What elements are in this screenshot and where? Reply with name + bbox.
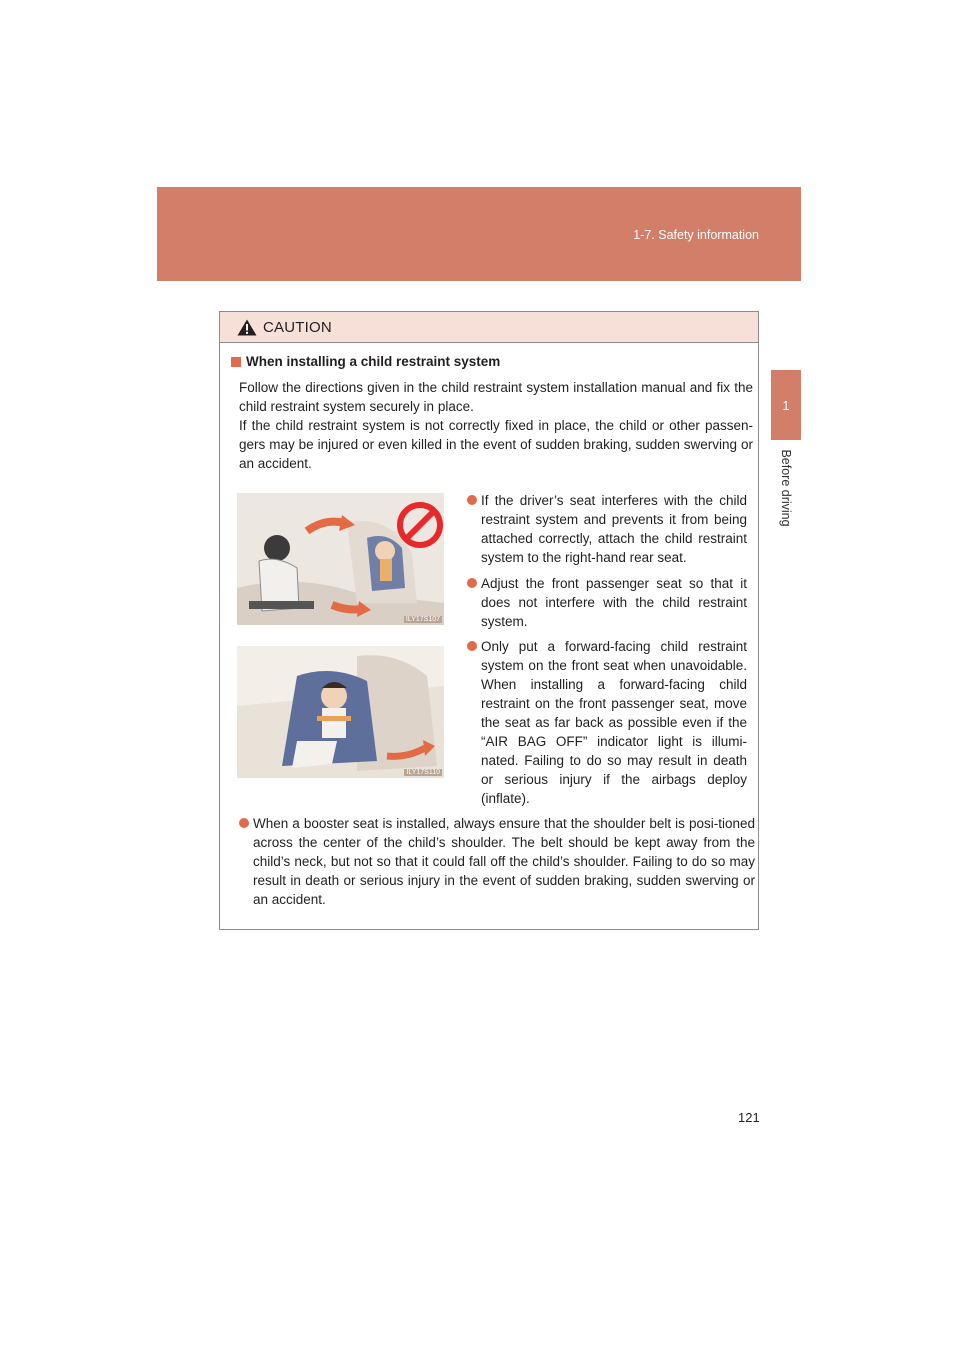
chapter-tab	[771, 370, 801, 440]
bullet-item: When a booster seat is installed, always ensure that the shoulder belt is posi-tioned across the center of the child’s shoulder. The belt should be kept away from the child’s neck, but not so that it could fall off the child’s shoulder. Failing to do so may result in death or serious injury in the event of sudden braking, sudden swerving or an accident.	[239, 814, 755, 909]
bullet-item: Adjust the front passenger seat so that it does not interfere with the child restraint system.	[467, 574, 747, 631]
page-number: 121	[738, 1110, 760, 1125]
caution-title: CAUTION	[263, 319, 332, 336]
figure-code: ILY17S107	[405, 616, 440, 623]
square-bullet-icon	[231, 357, 241, 367]
header-band	[157, 187, 801, 281]
chapter-label	[771, 448, 801, 528]
bullet-item: Only put a forward-facing child restraint system on the front seat when unavoidable. When installing a forward-facing child restraint on the front passenger seat, move the seat as far back as possible even if the “AIR BAG OFF” indicator light is illumi-nated. Failing to do so may result in death or serious injury if the airbags deploy (inflate).	[467, 637, 747, 808]
section-title: 1-7. Safety information	[633, 228, 759, 242]
bullet-dot-icon	[467, 495, 477, 505]
bullet-item: If the driver’s seat interferes with the child restraint system and prevents it from being attached correctly, attach the child restraint system to the right-hand rear seat.	[467, 491, 747, 567]
driver-seat-illustration	[237, 493, 444, 625]
warning-icon	[237, 319, 257, 336]
caution-header	[220, 312, 758, 343]
subheading-text: When installing a child restraint system	[246, 354, 501, 369]
warning-paragraph: If the child restraint system is not correctly fixed in place, the child or other passen-gers may be injured or even killed in the event of sudden braking, sudden swerving or an accident.	[239, 418, 753, 471]
instruction-paragraph: Follow the directions given in the child restraint system installation manual and fix the child restraint system securely in place.	[239, 380, 753, 414]
bullet-dot-icon	[467, 641, 477, 651]
chapter-label-text: Before driving	[779, 449, 793, 527]
chapter-number: 1	[782, 398, 790, 413]
forward-facing-seat-illustration	[237, 646, 444, 778]
subheading	[231, 354, 500, 369]
figure-code: ILY17S110	[406, 769, 440, 776]
caution-box	[219, 311, 759, 930]
bullet-dot-icon	[467, 578, 477, 588]
bullet-dot-icon	[239, 818, 249, 828]
